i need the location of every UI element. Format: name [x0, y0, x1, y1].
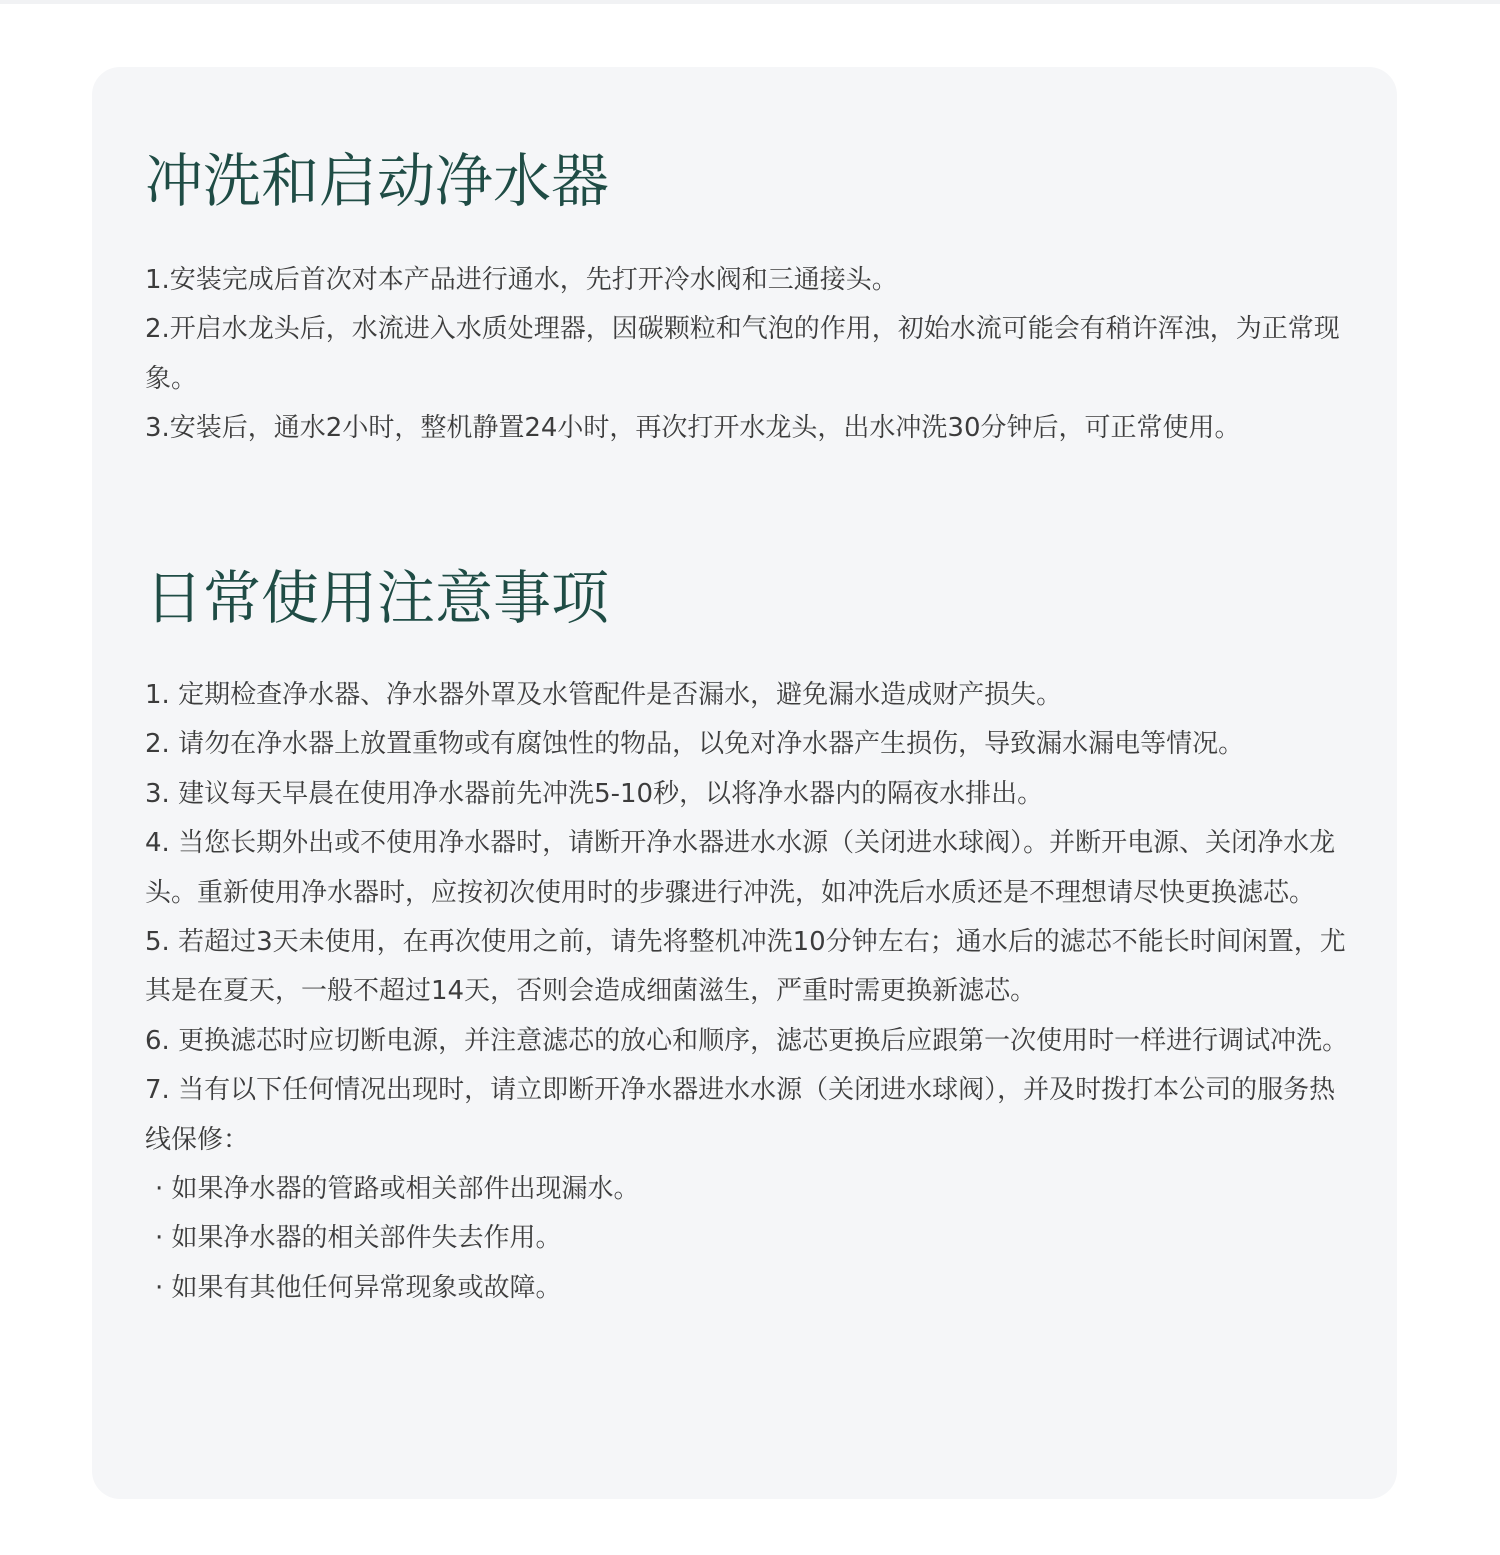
list-item: 2. 请勿在净水器上放置重物或有腐蚀性的物品，以免对净水器产生损伤，导致漏水漏电等情况。 [145, 729, 1245, 760]
list-item: 3. 建议每天早晨在使用净水器前先冲洗5-10秒，以将净水器内的隔夜水排出。 [145, 778, 1044, 809]
list-item: 3.安装后，通水2小时，整机静置24小时，再次打开水龙头，出水冲洗30分钟后，可正常使用。 [145, 413, 1241, 444]
section-title-flush-startup: 冲洗和启动净水器 [145, 147, 610, 215]
list-item: 7. 当有以下任何情况出现时，请立即断开净水器进水水源（关闭进水球阀），并及时拨打本公司的服务热线保修： [145, 1075, 1336, 1155]
list-item: 6. 更换滤芯时应切断电源，并注意滤芯的放心和顺序，滤芯更换后应跟第一次使用时一样进行调试冲洗。 [145, 1025, 1349, 1056]
bullet-item: · 如果有其他任何异常现象或故障。 [155, 1272, 562, 1303]
top-divider [0, 0, 1500, 4]
flush-startup-list [145, 256, 1360, 454]
list-item: 4. 当您长期外出或不使用净水器时，请断开净水器进水水源（关闭进水球阀）。并断开电源、关闭净水龙头。重新使用净水器时，应按初次使用时的步骤进行冲洗，如冲洗后水质还是不理想请尽快更换滤芯。 [145, 828, 1336, 908]
bullet-item: · 如果净水器的相关部件失去作用。 [155, 1223, 562, 1254]
bullet-item: · 如果净水器的管路或相关部件出现漏水。 [155, 1174, 640, 1205]
list-item: 2.开启水龙头后，水流进入水质处理器，因碳颗粒和气泡的作用，初始水流可能会有稍许浑浊，为正常现象。 [145, 314, 1340, 394]
list-item: 1.安装完成后首次对本产品进行通水，先打开冷水阀和三通接头。 [145, 265, 898, 295]
list-item: 1. 定期检查净水器、净水器外罩及水管配件是否漏水，避免漏水造成财产损失。 [145, 680, 1063, 710]
section-title-daily-use: 日常使用注意事项 [145, 564, 610, 632]
daily-use-list [145, 671, 1360, 1313]
list-item: 5. 若超过3天未使用，在再次使用之前，请先将整机冲洗10分钟左右；通水后的滤芯不能长时间闲置，尤其是在夏天，一般不超过14天，否则会造成细菌滋生，严重时需更换新滤芯。 [145, 927, 1346, 1007]
